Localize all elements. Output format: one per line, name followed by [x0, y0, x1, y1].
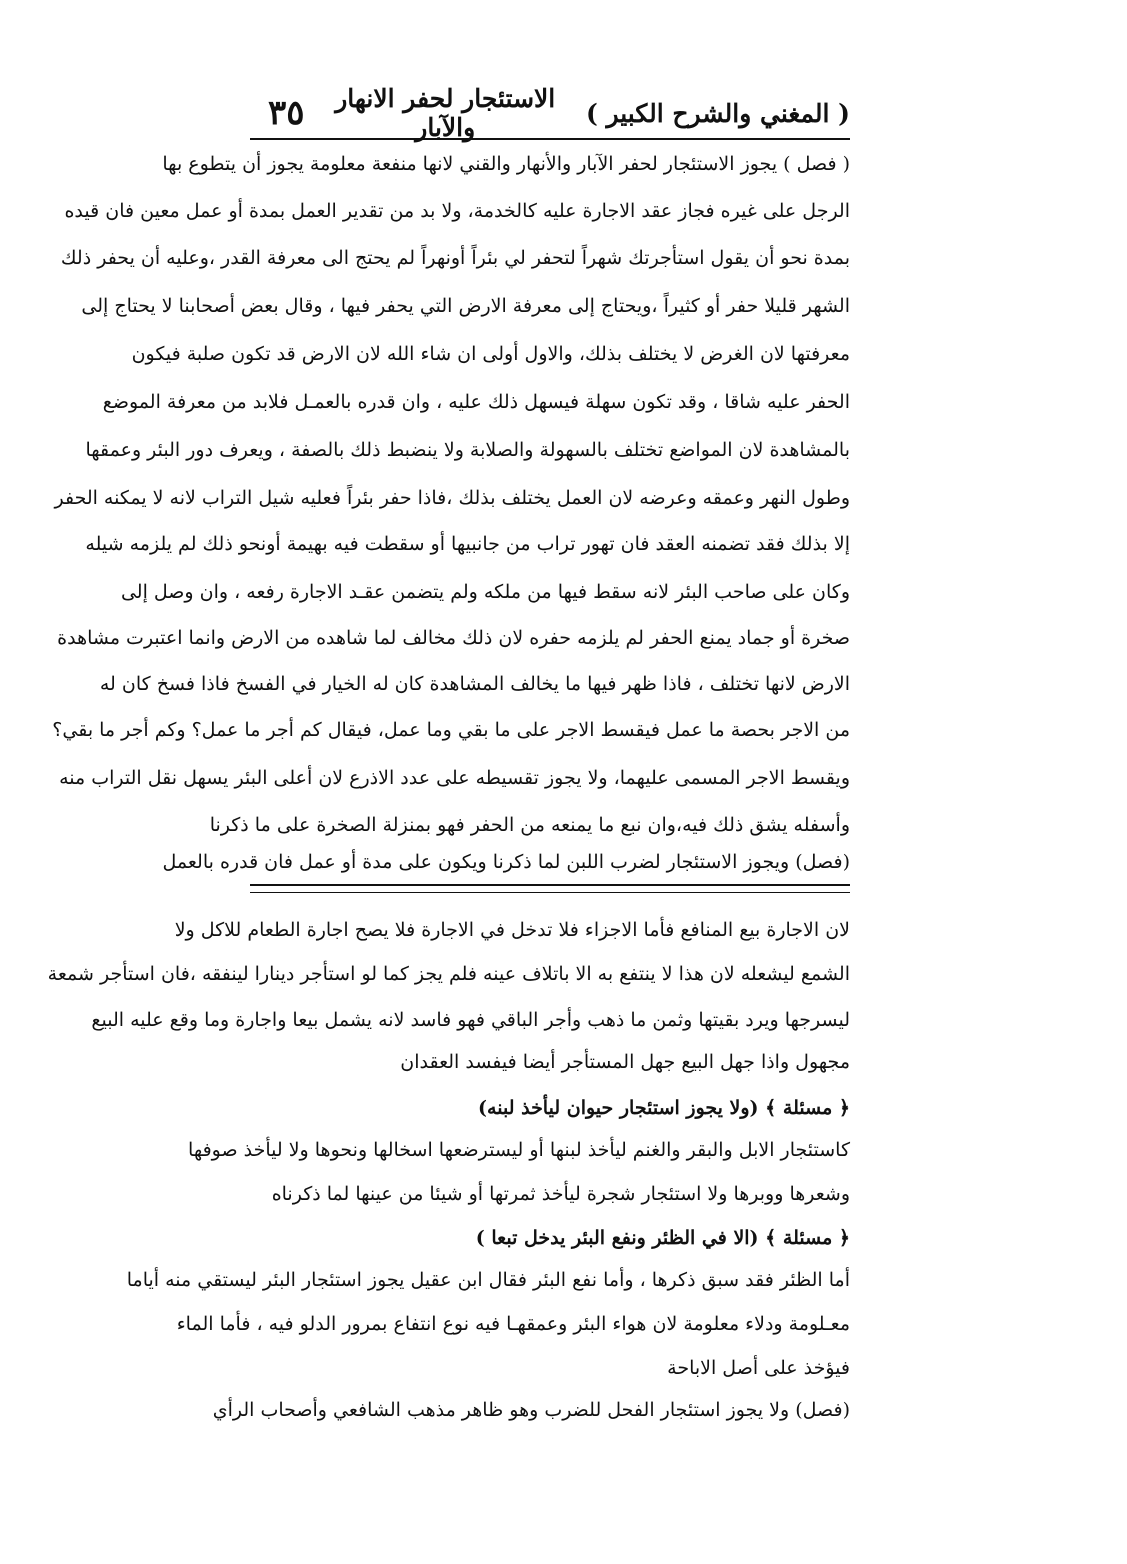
upper-text-line: الشهر قليلا حفر أو كثيراً ،ويحتاج إلى معرفة الارض التي يحفر فيها ، وقال بعض أصحابنا لا يحتاج إلى [81, 295, 850, 317]
upper-text-line: معرفتها لان الغرض لا يختلف بذلك، والاول أولى ان شاء الله لان الارض قد تكون صلبة فيكون [131, 343, 850, 365]
lower-text-line: ليسرجها ويرد بقيتها وثمن ما ذهب وأجر الباقي فهو فاسد لانه يشمل بيعا واجارة وما وقع عليه البيع [91, 1009, 850, 1031]
upper-text-line: بالمشاهدة لان المواضع تختلف بالسهولة والصلابة ولا ينضبط ذلك بالصفة ، ويعرف دور البئر وعمقها [85, 439, 850, 461]
page-header [250, 84, 850, 142]
upper-text-line: وأسفله يشق ذلك فيه،وان نبع ما يمنعه من الحفر فهو بمنزلة الصخرة على ما ذكرنا [209, 814, 850, 836]
lower-text-line: كاستئجار الابل والبقر والغنم ليأخذ لبنها أو ليسترضعها اسخالها ونحوها ولا ليأخذ صوفها [188, 1139, 850, 1161]
upper-text-line: وكان على صاحب البئر لانه سقط فيها من ملكه ولم يتضمن عقـد الاجارة رفعه ، وان وصل إلى [120, 581, 850, 603]
upper-text-line: وطول النهر وعمقه وعرضه لان العمل يختلف بذلك ،فاذا حفر بئراً فعليه شيل التراب لانه لا يمكنه الحفر [54, 487, 850, 509]
lower-text-line: (فصل) ولا يجوز استئجار الفحل للضرب وهو ظاهر مذهب الشافعي وأصحاب الرأي [212, 1399, 850, 1421]
upper-text-line: الرجل على غيره فجاز عقد الاجارة عليه كالخدمة، ولا بد من تقدير العمل بمدة أو عمل معين فان قيده [64, 200, 850, 222]
lower-text-line: وشعرها ووبرها ولا استئجار شجرة ليأخذ ثمرتها أو شيئا من عينها لما ذكرناه [271, 1183, 850, 1205]
lower-text-line: مجهول واذا جهل البيع جهل المستأجر أيضا فيفسد العقدان [400, 1051, 850, 1073]
upper-text-line: إلا بذلك فقد تضمنه العقد فان تهور تراب من جانبيها أو سقطت فيه بهيمة أونحو ذلك لم يلزمه شيله [85, 533, 850, 555]
lower-text-line: فيؤخذ على أصل الاباحة [667, 1357, 850, 1379]
lower-text-line: ﴿ مسئلة ﴾ (الا في الظئر ونفع البئر يدخل تبعا ) [475, 1227, 850, 1249]
upper-text-line: من الاجر بحصة ما عمل فيقسط الاجر على ما بقي وما عمل، فيقال كم أجر ما عمل؟ وكم أجر ما بقي؟ [52, 719, 850, 741]
upper-text-line: ويقسط الاجر المسمى عليهما، ولا يجوز تقسيطه على عدد الاذرع لان أعلى البئر يسهل نقل التراب منه [59, 767, 850, 789]
lower-text-line: لان الاجارة بيع المنافع فأما الاجزاء فلا تدخل في الاجارة فلا يصح اجارة الطعام للاكل ولا [174, 919, 850, 941]
lower-text-line: الشمع ليشعله لان هذا لا ينتفع به الا باتلاف عينه فلم يجز كما لو استأجر دينارا لينفقه ،فان استأجر شمعة [47, 963, 850, 985]
lower-text-line: ﴿ مسئلة ﴾ (ولا يجوز استئجار حيوان ليأخذ لبنه) [478, 1097, 850, 1119]
page-number: ٣٥ [268, 93, 305, 133]
book-page [250, 84, 850, 142]
upper-text-line: الارض لانها تختلف ، فاذا ظهر فيها ما يخالف المشاهدة كان له الخيار في الفسخ فاذا فسخ كان له [99, 673, 850, 695]
upper-text-line: الحفر عليه شاقا ، وقد تكون سهلة فيسهل ذلك عليه ، وان قدره بالعمـل فلابد من معرفة الموضع [102, 391, 850, 413]
upper-text-line: بمدة نحو أن يقول استأجرتك شهراً لتحفر لي بئراً أونهراً لم يحتج الى معرفة القدر ،وعليه أن يحفر ذلك [60, 247, 850, 269]
book-title: ( المغني والشرح الكبير ) [585, 98, 850, 128]
lower-text-line: أما الظئر فقد سبق ذكرها ، وأما نفع البئر فقال ابن عقيل يجوز استئجار البئر ليستقي منه أياما [126, 1269, 850, 1291]
upper-text-line: صخرة أو جماد يمنع الحفر لم يلزمه حفره لان ذلك مخالف لما شاهده من الارض وانما اعتبرت مشاهدة [57, 627, 850, 649]
footnote-separator [250, 884, 850, 893]
upper-text-line: ( فصل ) يجوز الاستئجار لحفر الآبار والأنهار والقني لانها منفعة معلومة يجوز أن يتطوع بها [162, 153, 850, 175]
upper-text-line: (فصل) ويجوز الاستئجار لضرب اللبن لما ذكرنا ويكون على مدة أو عمل فان قدره بالعمل [162, 851, 850, 873]
lower-text-line: معـلومة ودلاء معلومة لان هواء البئر وعمقهـا فيه نوع انتفاع بمرور الدلو فيه ، فأما الماء [176, 1313, 850, 1335]
section-title: الاستئجار لحفر الانهار والآبار [335, 84, 556, 142]
